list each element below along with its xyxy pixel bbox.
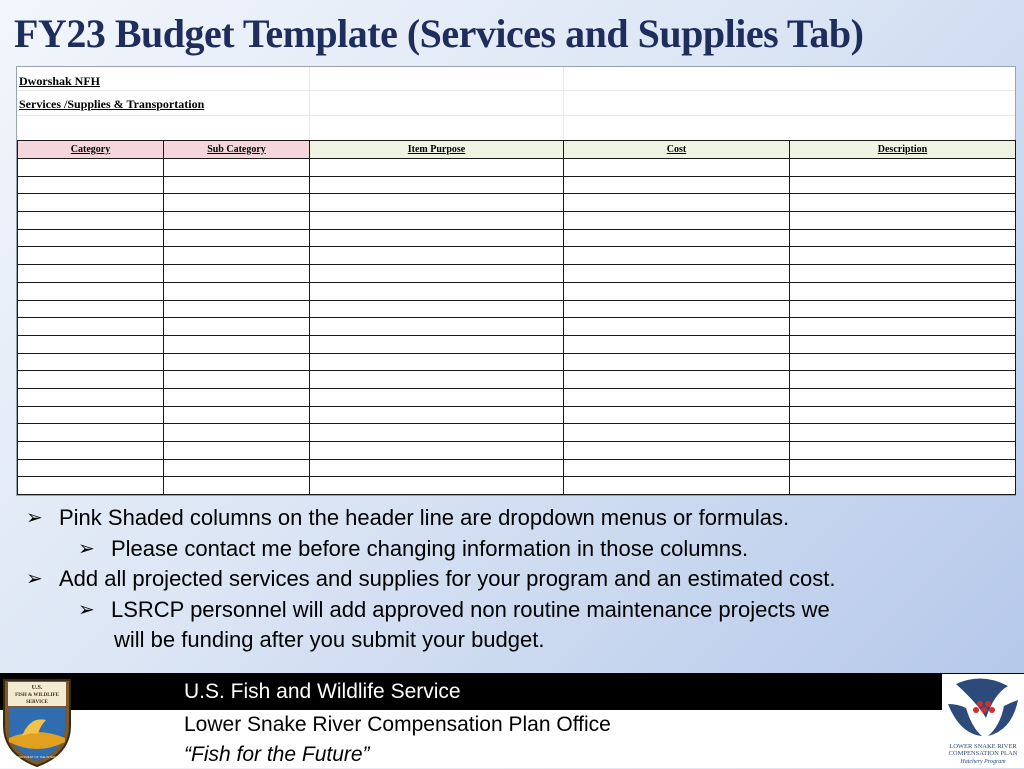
fws-shield-logo: [0, 676, 74, 768]
note-text: LSRCP personnel will add approved non routine maintenance projects we: [111, 596, 830, 622]
table-cell[interactable]: [164, 300, 310, 318]
table-cell[interactable]: [164, 459, 310, 477]
table-cell[interactable]: [564, 477, 790, 495]
arrow-bullet-icon: ➢: [26, 568, 43, 590]
table-cell[interactable]: [790, 229, 1016, 247]
table-row: [18, 212, 1016, 230]
table-cell[interactable]: [564, 212, 790, 230]
column-header-category[interactable]: Category: [18, 141, 164, 159]
table-cell[interactable]: [164, 265, 310, 283]
table-cell[interactable]: [18, 477, 164, 495]
fws-logo-text: FISH & WILDLIFE: [15, 693, 59, 698]
table-row: [18, 194, 1016, 212]
section-name: Services /Supplies & Transportation: [19, 97, 205, 111]
lsrcp-logo-text: LOWER SNAKE RIVER: [949, 743, 1017, 750]
slide-title: FY23 Budget Template (Services and Supplies Tab): [14, 11, 864, 56]
table-cell[interactable]: [164, 388, 310, 406]
table-cell[interactable]: [790, 477, 1016, 495]
table-cell[interactable]: [164, 442, 310, 460]
note-item: [26, 534, 1006, 565]
footer-band: [0, 673, 1024, 710]
table-cell[interactable]: [564, 424, 790, 442]
table-cell[interactable]: [790, 442, 1016, 460]
table-cell[interactable]: [790, 406, 1016, 424]
table-row: [18, 371, 1016, 389]
table-cell[interactable]: [564, 335, 790, 353]
table-cell[interactable]: [310, 442, 564, 460]
table-cell[interactable]: [18, 442, 164, 460]
table-row: [18, 406, 1016, 424]
table-row: [18, 247, 1016, 265]
note-text: Please contact me before changing information in those columns.: [111, 535, 749, 561]
table-cell[interactable]: [310, 388, 564, 406]
table-row: [18, 459, 1016, 477]
table-cell[interactable]: [164, 194, 310, 212]
table-cell[interactable]: [310, 212, 564, 230]
table-cell[interactable]: [790, 247, 1016, 265]
table-row: [18, 229, 1016, 247]
table-cell[interactable]: [310, 459, 564, 477]
instruction-notes: [26, 503, 1006, 656]
budget-table: [17, 140, 1016, 495]
table-cell[interactable]: [164, 353, 310, 371]
table-cell[interactable]: [564, 159, 790, 177]
column-header-sub-category[interactable]: Sub Category: [164, 141, 310, 159]
lsrcp-logo-text: Hatchery Program: [960, 759, 1006, 765]
lsrcp-logo: [942, 674, 1024, 768]
table-cell[interactable]: [790, 459, 1016, 477]
station-name: Dworshak NFH: [19, 74, 101, 88]
table-row: [18, 300, 1016, 318]
table-cell[interactable]: [790, 300, 1016, 318]
table-cell[interactable]: [564, 247, 790, 265]
table-cell[interactable]: [18, 212, 164, 230]
footer-motto: “Fish for the Future”: [184, 743, 370, 766]
table-row: [18, 353, 1016, 371]
table-cell[interactable]: [310, 194, 564, 212]
table-cell[interactable]: [18, 318, 164, 336]
table-cell[interactable]: [310, 300, 564, 318]
table-row: [18, 335, 1016, 353]
table-cell[interactable]: [164, 159, 310, 177]
table-cell[interactable]: [18, 459, 164, 477]
table-cell[interactable]: [310, 282, 564, 300]
table-cell[interactable]: [310, 335, 564, 353]
table-cell[interactable]: [164, 477, 310, 495]
table-cell[interactable]: [18, 176, 164, 194]
table-cell[interactable]: [310, 176, 564, 194]
table-cell[interactable]: [564, 459, 790, 477]
table-cell[interactable]: [564, 371, 790, 389]
table-cell[interactable]: [310, 229, 564, 247]
table-cell[interactable]: [564, 442, 790, 460]
column-header-item-purpose[interactable]: Item Purpose: [310, 141, 564, 159]
table-cell[interactable]: [18, 406, 164, 424]
arrow-bullet-icon: ➢: [78, 598, 95, 621]
table-cell[interactable]: [310, 159, 564, 177]
column-header-description[interactable]: Description: [790, 141, 1016, 159]
table-cell[interactable]: [310, 265, 564, 283]
table-cell[interactable]: [18, 265, 164, 283]
table-cell[interactable]: [18, 247, 164, 265]
table-cell[interactable]: [790, 282, 1016, 300]
table-row: [18, 477, 1016, 495]
table-cell[interactable]: [310, 353, 564, 371]
table-cell[interactable]: [164, 424, 310, 442]
budget-rows: [18, 159, 1016, 495]
table-cell[interactable]: [310, 477, 564, 495]
header-row: [18, 141, 1016, 159]
table-cell[interactable]: [18, 194, 164, 212]
table-row: [18, 265, 1016, 283]
table-cell[interactable]: [564, 388, 790, 406]
table-cell[interactable]: [164, 247, 310, 265]
table-cell[interactable]: [164, 335, 310, 353]
table-cell[interactable]: [790, 265, 1016, 283]
lsrcp-logo-text: COMPENSATION PLAN: [948, 750, 1018, 757]
table-cell[interactable]: [164, 406, 310, 424]
table-cell[interactable]: [164, 212, 310, 230]
spreadsheet-area: [16, 66, 1016, 496]
table-cell[interactable]: [790, 335, 1016, 353]
table-cell[interactable]: [164, 282, 310, 300]
table-cell[interactable]: [18, 388, 164, 406]
note-item: [26, 503, 1006, 534]
table-cell[interactable]: [564, 194, 790, 212]
table-cell[interactable]: [564, 406, 790, 424]
note-item: [26, 595, 1006, 626]
table-cell[interactable]: [790, 159, 1016, 177]
table-cell[interactable]: [164, 371, 310, 389]
table-cell[interactable]: [790, 318, 1016, 336]
table-cell[interactable]: [564, 176, 790, 194]
note-item: [26, 564, 1006, 595]
footer-agency: U.S. Fish and Wildlife Service: [184, 680, 461, 703]
table-cell[interactable]: [790, 176, 1016, 194]
note-text: will be funding after you submit your budget.: [114, 627, 545, 652]
table-cell[interactable]: [18, 353, 164, 371]
table-cell[interactable]: [18, 159, 164, 177]
table-cell[interactable]: [164, 318, 310, 336]
arrow-bullet-icon: ➢: [78, 537, 95, 560]
table-cell[interactable]: [564, 229, 790, 247]
table-cell[interactable]: [310, 371, 564, 389]
table-row: [18, 442, 1016, 460]
table-cell[interactable]: [164, 176, 310, 194]
table-cell[interactable]: [164, 229, 310, 247]
note-continuation: [26, 625, 1006, 656]
note-text: Pink Shaded columns on the header line are dropdown menus or formulas.: [59, 505, 790, 530]
table-cell[interactable]: [564, 282, 790, 300]
table-cell[interactable]: [310, 406, 564, 424]
table-row: [18, 176, 1016, 194]
table-row: [18, 318, 1016, 336]
table-cell[interactable]: [790, 371, 1016, 389]
fws-logo-text: SERVICE: [25, 700, 49, 705]
table-cell[interactable]: [790, 353, 1016, 371]
table-cell[interactable]: [18, 229, 164, 247]
table-cell[interactable]: [564, 300, 790, 318]
table-row: [18, 424, 1016, 442]
note-text: Add all projected services and supplies for your program and an estimated cost.: [59, 566, 836, 591]
table-cell[interactable]: [18, 371, 164, 389]
table-cell[interactable]: [18, 335, 164, 353]
table-cell[interactable]: [790, 212, 1016, 230]
table-cell[interactable]: [18, 424, 164, 442]
table-cell[interactable]: [564, 265, 790, 283]
table-row: [18, 159, 1016, 177]
table-cell[interactable]: [564, 353, 790, 371]
table-cell[interactable]: [310, 424, 564, 442]
table-cell[interactable]: [18, 300, 164, 318]
table-cell[interactable]: [310, 318, 564, 336]
arrow-bullet-icon: ➢: [26, 507, 43, 529]
table-row: [18, 282, 1016, 300]
footer-office: Lower Snake River Compensation Plan Office: [184, 713, 611, 736]
fws-logo-text: DEPARTMENT OF THE INTERIOR: [13, 755, 61, 759]
table-cell[interactable]: [790, 194, 1016, 212]
table-cell[interactable]: [310, 247, 564, 265]
table-cell[interactable]: [18, 282, 164, 300]
fws-logo-text: U.S.: [31, 685, 43, 691]
table-cell[interactable]: [790, 424, 1016, 442]
table-cell[interactable]: [564, 318, 790, 336]
table-row: [18, 388, 1016, 406]
column-header-cost[interactable]: Cost: [564, 141, 790, 159]
table-cell[interactable]: [790, 388, 1016, 406]
